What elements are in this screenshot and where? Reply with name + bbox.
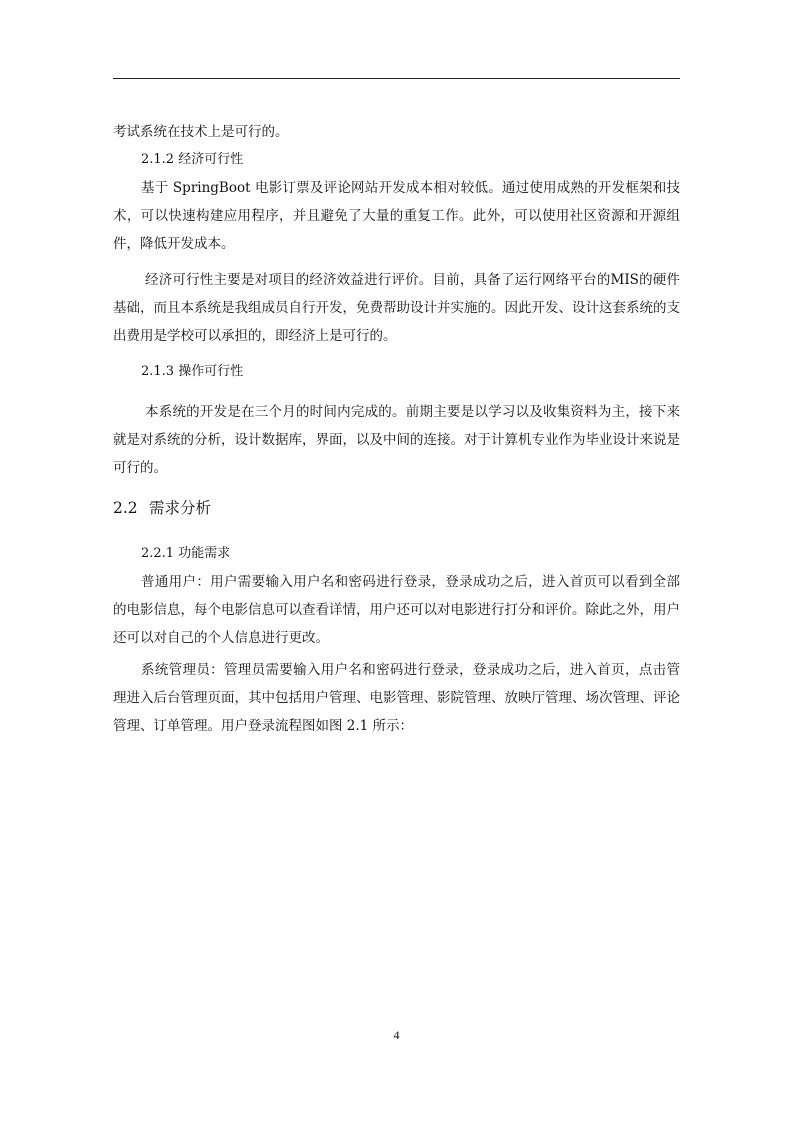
heading-2-1-3: 2.1.3 操作可行性	[141, 364, 244, 379]
heading-2-2-number: 2.2	[113, 499, 138, 517]
paragraph-regular-user: 普通用户：用户需要输入用户名和密码进行登录，登录成功之后，进入首页可以看到全部的电影信息，每个电影信息可以查看详情，用户还可以对电影进行打分和评价。除此之外，用户还可以对自己的个人信息进行更改。	[113, 574, 680, 646]
document-body	[113, 118, 680, 740]
paragraph-operation-feasibility: 本系统的开发是在三个月的时间内完成的。前期主要是以学习以及收集资料为主，接下来就是对系统的分析，设计数据库，界面，以及中间的连接。对于计算机专业作为毕业设计来说是可行的。	[113, 404, 680, 476]
heading-2-2-title: 需求分析	[149, 499, 212, 517]
heading-2-2-1: 2.2.1 功能需求	[141, 546, 231, 561]
heading-2-1-2: 2.1.2 经济可行性	[141, 152, 244, 167]
paragraph-economic-feasibility: 经济可行性主要是对项目的经济效益进行评价。目前，具备了运行网络平台的MIS的硬件基础，而且本系统是我组成员自行开发，免费帮助设计并实施的。因此开发、设计这套系统的支出费用是学校可以承担的，即经济上是可行的。	[113, 272, 680, 344]
header-rule	[113, 78, 680, 79]
heading-2-2	[113, 494, 680, 522]
paragraph-tech-feasibility-end: 考试系统在技术上是可行的。	[113, 124, 289, 140]
paragraph-system-admin: 系统管理员：管理员需要输入用户名和密码进行登录，登录成功之后，进入首页，点击管理进入后台管理页面，其中包括用户管理、电影管理、影院管理、放映厅管理、场次管理、评论管理、订单管理。用户登录流程图如图 2.1 所示：	[113, 662, 680, 734]
paragraph-economic-cost: 基于 SpringBoot 电影订票及评论网站开发成本相对较低。通过使用成熟的开发框架和技术，可以快速构建应用程序，并且避免了大量的重复工作。此外，可以使用社区资源和开源组件，降低开发成本。	[113, 180, 680, 252]
page-number: 4	[393, 1028, 400, 1042]
